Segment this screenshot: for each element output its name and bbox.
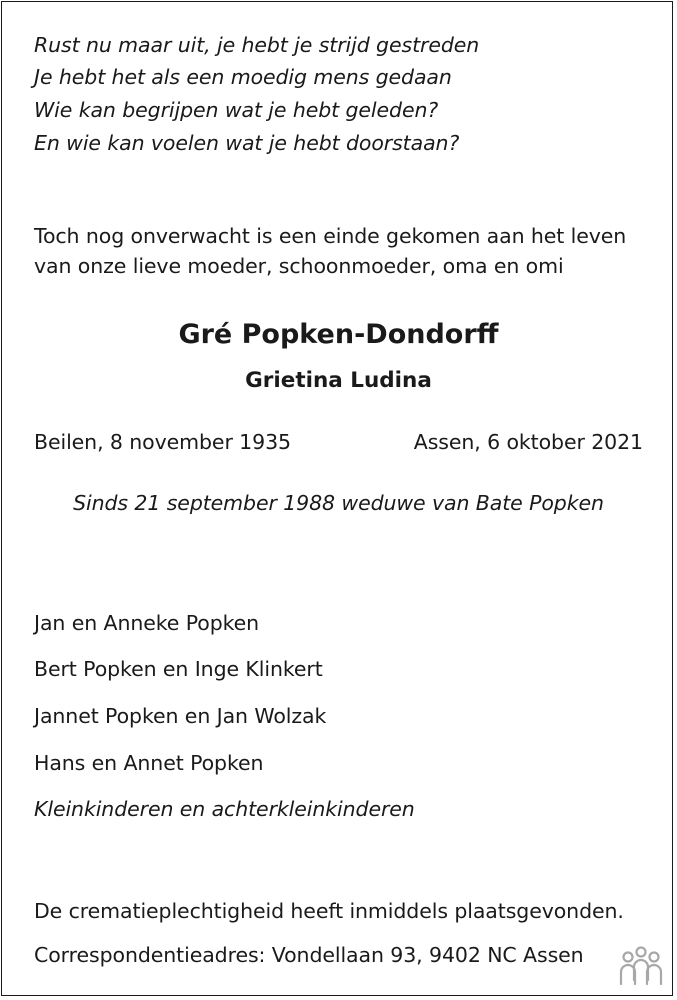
widow-note: Sinds 21 september 1988 weduwe van Bate Popken bbox=[73, 491, 604, 515]
correspondence-address: Correspondentieadres: Vondellaan 93, 9402 NC Assen bbox=[34, 943, 584, 967]
grandchildren-line: Kleinkinderen en achterkleinkinderen bbox=[34, 797, 415, 821]
deceased-given-names: Grietina Ludina bbox=[245, 368, 432, 393]
family-member-3: Jannet Popken en Jan Wolzak bbox=[34, 704, 327, 728]
intro-line-1: Toch nog onverwacht is een einde gekomen aan het leven bbox=[34, 224, 627, 248]
poem-line-4: En wie kan voelen wat je hebt doorstaan? bbox=[34, 131, 460, 155]
poem-line-2: Je hebt het als een moedig mens gedaan bbox=[34, 65, 452, 89]
poem-line-3: Wie kan begrijpen wat je hebt geleden? bbox=[34, 98, 439, 122]
death-place-date: Assen, 6 oktober 2021 bbox=[413, 430, 643, 454]
people-group-icon bbox=[618, 944, 664, 988]
birth-place-date: Beilen, 8 november 1935 bbox=[34, 430, 291, 454]
deceased-name: Gré Popken-Dondorff bbox=[178, 319, 499, 350]
family-member-2: Bert Popken en Inge Klinkert bbox=[34, 657, 323, 681]
family-member-1: Jan en Anneke Popken bbox=[34, 611, 260, 635]
family-member-4: Hans en Annet Popken bbox=[34, 751, 264, 775]
ceremony-note: De crematieplechtigheid heeft inmiddels plaatsgevonden. bbox=[34, 899, 624, 923]
intro-line-2: van onze lieve moeder, schoonmoeder, oma en omi bbox=[34, 254, 564, 278]
poem-line-1: Rust nu maar uit, je hebt je strijd gestreden bbox=[34, 33, 480, 57]
